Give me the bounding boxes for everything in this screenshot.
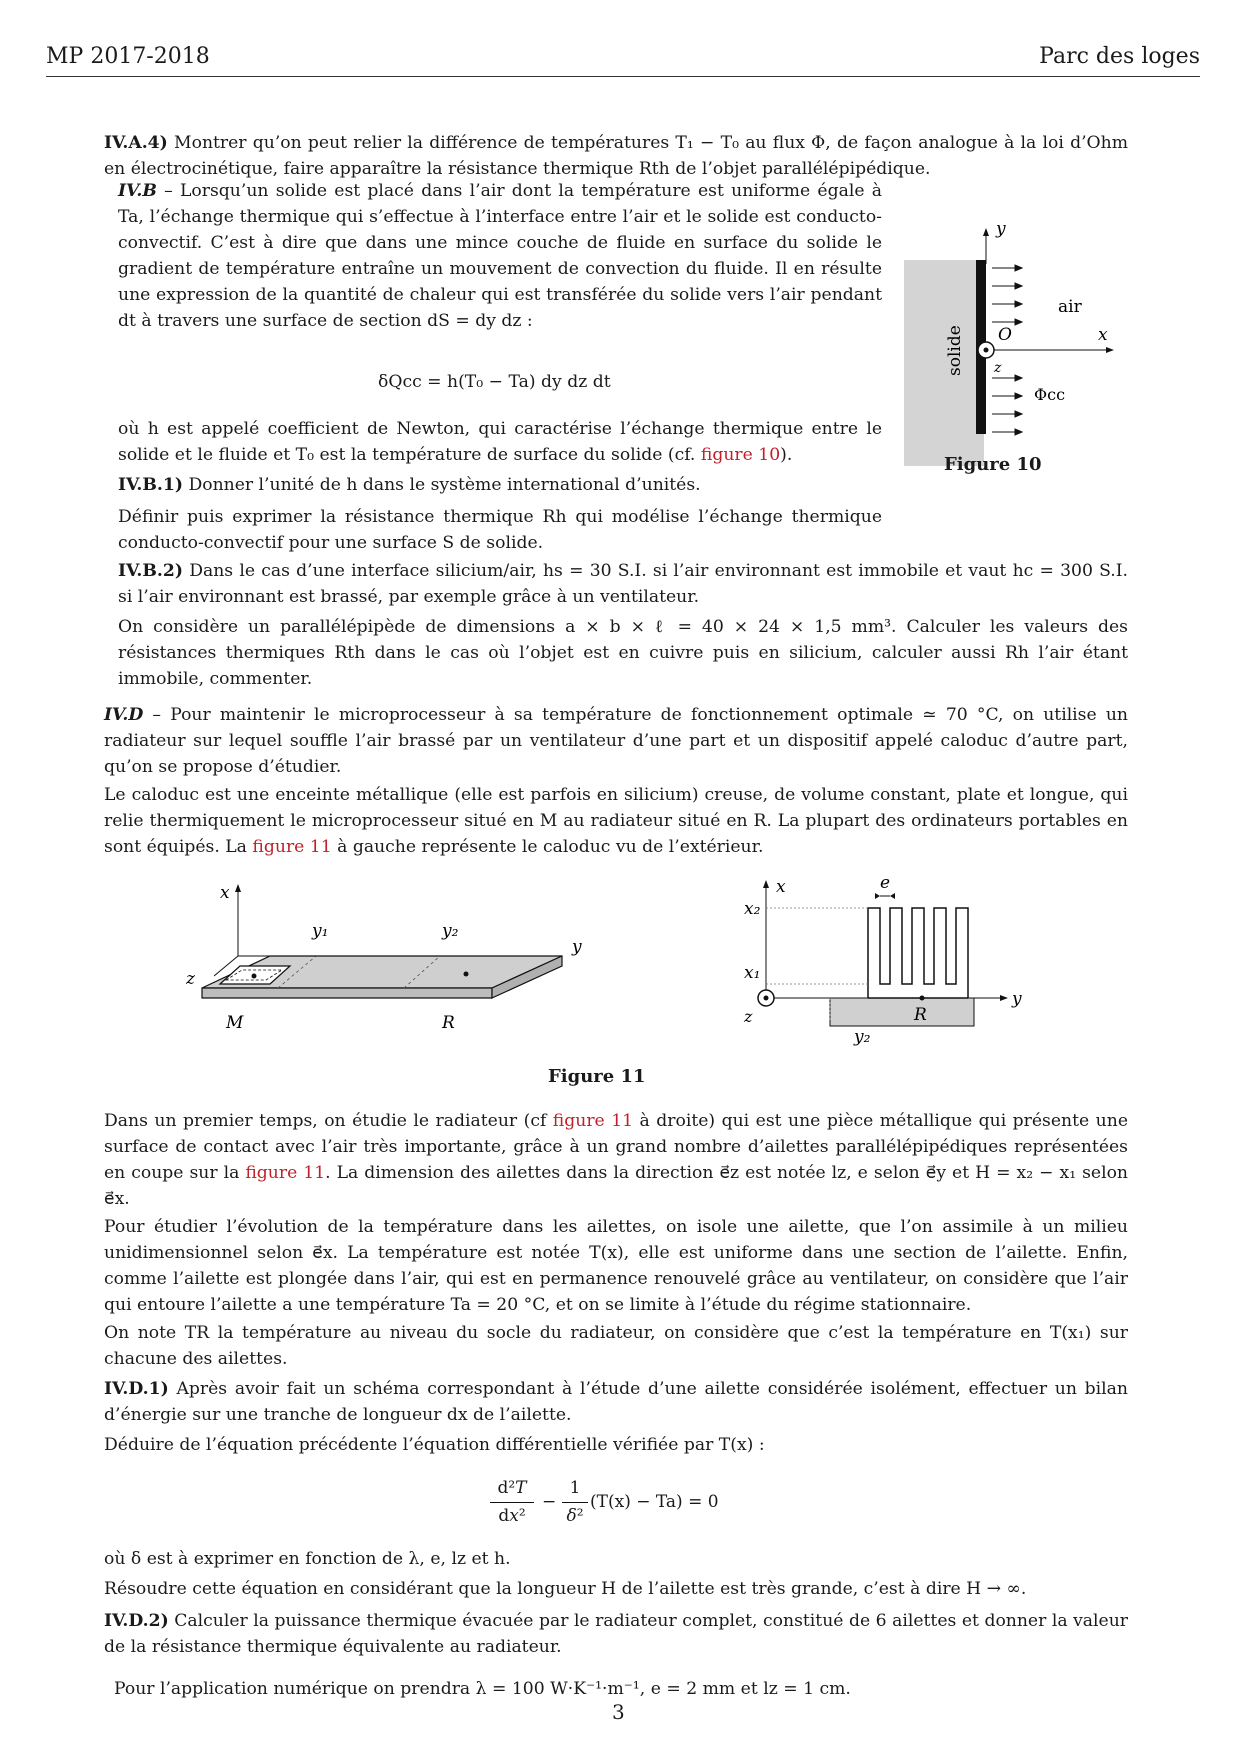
- label-air: air: [1058, 297, 1082, 317]
- x-arrow: [235, 884, 241, 892]
- paragraph-deduire: Déduire de l’équation précédente l’équation différentielle vérifiée par T(x) :: [104, 1435, 765, 1455]
- section-ivb1: [118, 472, 882, 498]
- point-R: [920, 996, 925, 1001]
- label-x: x: [1098, 325, 1108, 345]
- x-arrow: [1106, 347, 1114, 353]
- paragraph-TR: On note TR la température au niveau du socle du radiateur, on considère que c’est la température en T(x₁) sur chacune des ailettes.: [104, 1323, 1128, 1369]
- solid-block: [904, 260, 984, 466]
- figure-11-left: [186, 876, 606, 1046]
- section-label: IV.A.4): [104, 133, 168, 153]
- label-solide: solide: [945, 325, 965, 376]
- text: à droite) qui est une pièce métallique qui présente une surface de contact avec l’air très importante, grâce à un grand nombre d’ailettes parallélépipédiques représentées en coupe sur la: [104, 1111, 1128, 1183]
- paragraph-radiateur: [104, 1108, 1128, 1212]
- point-M: [252, 974, 257, 979]
- x-arrow: [763, 880, 769, 888]
- text: où h est appelé coefficient de Newton, qui caractérise l’échange thermique entre le solide et le fluide et T₀ est la température de surface du solide (cf.: [118, 419, 882, 465]
- paragraph-application: Pour l’application numérique on prendra λ = 100 W·K⁻¹·m⁻¹, e = 2 mm et lz = 1 cm.: [114, 1679, 851, 1699]
- paragraph-ailette: Pour étudier l’évolution de la température dans les ailettes, on isole une ailette, que l’on assimile à un milieu unidimensionnel selon e⃗x. La température est notée T(x), elle est uniforme dans une section de l’ailette. Enfin, comme l’ailette est plongée dans l’air, qui est en permanence renouvelé grâce au ventilateur, on considère que l’air qui entoure l’ailette a une température Ta = 20 °C, et on se limite à l’étude du régime stationnaire.: [104, 1217, 1128, 1315]
- flux-arrowhead: [1015, 393, 1022, 399]
- section-ivd1: [104, 1376, 1128, 1428]
- section-text: Montrer qu’on peut relier la différence de températures T₁ − T₀ au flux Φ, de façon analogue à la loi d’Ohm en électrocinétique, faire apparaître la résistance thermique Rth de l’objet parallélépipédique.: [104, 133, 1129, 179]
- label-y: y: [996, 220, 1006, 239]
- flux-arrowhead: [1015, 375, 1022, 381]
- section-text: Lorsqu’un solide est placé dans l’air dont la température est uniforme égale à Ta, l’échange thermique qui s’effectue à l’interface entre l’air et le solide est conducto-convectif. C’est à dire que dans une mince couche de fluide en surface du solide le gradient de température entraîne un mouvement de convection du fluide. Il en résulte une expression de la quantité de chaleur qui est transférée du solide vers l’air pendant dt à travers une surface de section dS = dy dz :: [118, 181, 882, 331]
- label-y2: y₂: [442, 921, 459, 941]
- section-label: IV.B.1): [118, 475, 183, 495]
- label-y1: y₁: [312, 921, 329, 941]
- section-text: Pour maintenir le microprocesseur à sa température de fonctionnement optimale ≃ 70 °C, on utilise un radiateur sur lequel souffle l’air brassé par un ventilateur d’une part et un dispositif appelé caloduc d’autre part, qu’on se propose d’étudier.: [104, 705, 1128, 777]
- section-text: Donner l’unité de h dans le système international d’unités.: [188, 475, 701, 495]
- paragraph-parallelepipede: On considère un parallélépipède de dimensions a × b × ℓ = 40 × 24 × 1,5 mm³. Calculer les valeurs des résistances thermiques Rth dans le cas où l’objet est en cuivre puis en silicium, calculer aussi Rh l’air étant immobile, commenter.: [118, 617, 1128, 689]
- fins: [868, 908, 968, 998]
- label-y2: y₂: [854, 1027, 871, 1047]
- section-text: Dans le cas d’une interface silicium/air, hs = 30 S.I. si l’air environnant est immobile et vaut hc = 300 S.I. si l’air environnant est brassé, par exemple grâce à un ventilateur.: [118, 561, 1129, 607]
- section-ivd: IV.D – Pour maintenir le microprocesseur à sa température de fonctionnement optimale ≃ 70 °C, on utilise un radiateur sur lequel souffle l’air brassé par un ventilateur d’une part et un dispositif appelé caloduc d’autre part, qu’on se propose d’étudier.: [104, 705, 1128, 777]
- equation-rest: (T(x) − Ta) = 0: [590, 1492, 719, 1512]
- section-ivd2: [104, 1608, 1128, 1660]
- section-label: IV.D.1): [104, 1379, 169, 1399]
- text: Le caloduc est une enceinte métallique (elle est parfois en silicium) creuse, de volume constant, plate et longue, qui relie thermiquement le microprocesseur situé en M au radiateur situé en R. La plupart des ordinateurs portables en sont équipés. La: [104, 785, 1128, 857]
- label-e: e: [880, 873, 891, 893]
- flux-arrowhead: [1015, 283, 1022, 289]
- label-y: y: [572, 937, 582, 957]
- flux-arrowhead: [1015, 319, 1022, 325]
- label-R: R: [442, 1013, 455, 1033]
- caloduc-front: [202, 988, 492, 998]
- e-arrow-left: [875, 893, 880, 899]
- frac-den: dx²: [498, 1506, 526, 1526]
- paragraph-resoudre: Résoudre cette équation en considérant que la longueur H de l’ailette est très grande, c’est à dire H → ∞.: [104, 1579, 1027, 1599]
- flux-arrowhead: [1015, 265, 1022, 271]
- radiator-base: [830, 998, 974, 1026]
- link-figure11[interactable]: figure 11: [252, 837, 332, 857]
- header-rule: [46, 76, 1200, 77]
- text: . La dimension des ailettes dans la direction e⃗z est notée lz, e selon e⃗y et H = x₂ − x₁ selon e⃗x.: [104, 1163, 1128, 1209]
- section-text: Après avoir fait un schéma correspondant à l’étude d’une ailette considérée isolément, effectuer un bilan d’énergie sur une tranche de longueur dx de l’ailette.: [104, 1379, 1128, 1425]
- frac-bar: [490, 1502, 534, 1503]
- label-x: x: [776, 877, 786, 897]
- label-R: R: [914, 1005, 927, 1025]
- text: ).: [780, 445, 793, 465]
- figure-10: [896, 220, 1136, 480]
- section-text: Calculer la puissance thermique évacuée par le radiateur complet, constitué de 6 ailettes et donner la valeur de la résistance thermique équivalente au radiateur.: [104, 1611, 1129, 1657]
- z-axis-dot-center: [764, 996, 769, 1001]
- label-z: z: [744, 1007, 753, 1026]
- label-x2: x₂: [744, 899, 761, 919]
- text: Dans un premier temps, on étudie le radiateur (cf: [104, 1111, 553, 1131]
- y-arrow: [983, 228, 989, 236]
- section-label: IV.D.2): [104, 1611, 169, 1631]
- label-O: O: [998, 325, 1012, 345]
- label-x1: x₁: [744, 963, 761, 983]
- point-R: [464, 972, 469, 977]
- equation-differential: [490, 1478, 750, 1538]
- minus-sign: −: [542, 1492, 557, 1512]
- flux-arrowhead: [1015, 301, 1022, 307]
- paragraph-newton: [118, 416, 882, 468]
- paragraph-delta: où δ est à exprimer en fonction de λ, e, lz et h.: [104, 1549, 511, 1569]
- section-ivb2: [118, 558, 1128, 610]
- section-iva4: [104, 130, 1128, 182]
- text: à gauche représente le caloduc vu de l’extérieur.: [331, 837, 764, 857]
- frac2-bar: [562, 1502, 588, 1503]
- label-z: z: [186, 969, 195, 989]
- frac-num: d²T: [497, 1478, 527, 1498]
- label-x: x: [220, 883, 230, 903]
- flux-arrowhead: [1015, 429, 1022, 435]
- link-figure11[interactable]: figure 11: [245, 1163, 326, 1183]
- header-right: Parc des loges: [1039, 44, 1200, 69]
- paragraph-caloduc: [104, 782, 1128, 860]
- page-number: 3: [612, 1700, 625, 1724]
- paragraph-rh: Définir puis exprimer la résistance thermique Rh qui modélise l’échange thermique conducto-convectif pour une surface S de solide.: [118, 507, 882, 553]
- equation-dq: δQcc = h(T₀ − Ta) dy dz dt: [378, 372, 611, 392]
- figure-11-caption: Figure 11: [548, 1066, 646, 1087]
- section-label: IV.B: [118, 181, 157, 201]
- figure-10-caption: Figure 10: [944, 454, 1042, 475]
- section-label: IV.B.2): [118, 561, 183, 581]
- figure-11-right: [736, 872, 1036, 1052]
- label-z: z: [994, 360, 1002, 376]
- label-phi: Φcc: [1034, 385, 1066, 404]
- section-ivb: IV.B – Lorsqu’un solide est placé dans l’air dont la température est uniforme égale à Ta, l’échange thermique qui s’effectue à l’interface entre l’air et le solide est conducto-convectif. C’est à dire que dans une mince couche de fluide en surface du solide le gradient de température entraîne un mouvement de convection du fluide. Il en résulte une expression de la quantité de chaleur qui est transférée du solide vers l’air pendant dt à travers une surface de section dS = dy dz :: [118, 181, 882, 331]
- label-M: M: [226, 1013, 244, 1033]
- e-arrow-right: [890, 893, 895, 899]
- section-label: IV.D: [104, 705, 144, 725]
- frac2-num: 1: [569, 1478, 581, 1498]
- link-figure10[interactable]: figure 10: [700, 445, 781, 465]
- frac2-den: δ²: [566, 1506, 584, 1526]
- flux-arrowhead: [1015, 411, 1022, 417]
- link-figure11[interactable]: figure 11: [552, 1111, 634, 1131]
- y-arrow: [1000, 995, 1008, 1001]
- header-left: MP 2017-2018: [46, 44, 210, 69]
- z-axis-dot-center: [984, 348, 989, 353]
- label-y: y: [1012, 989, 1022, 1009]
